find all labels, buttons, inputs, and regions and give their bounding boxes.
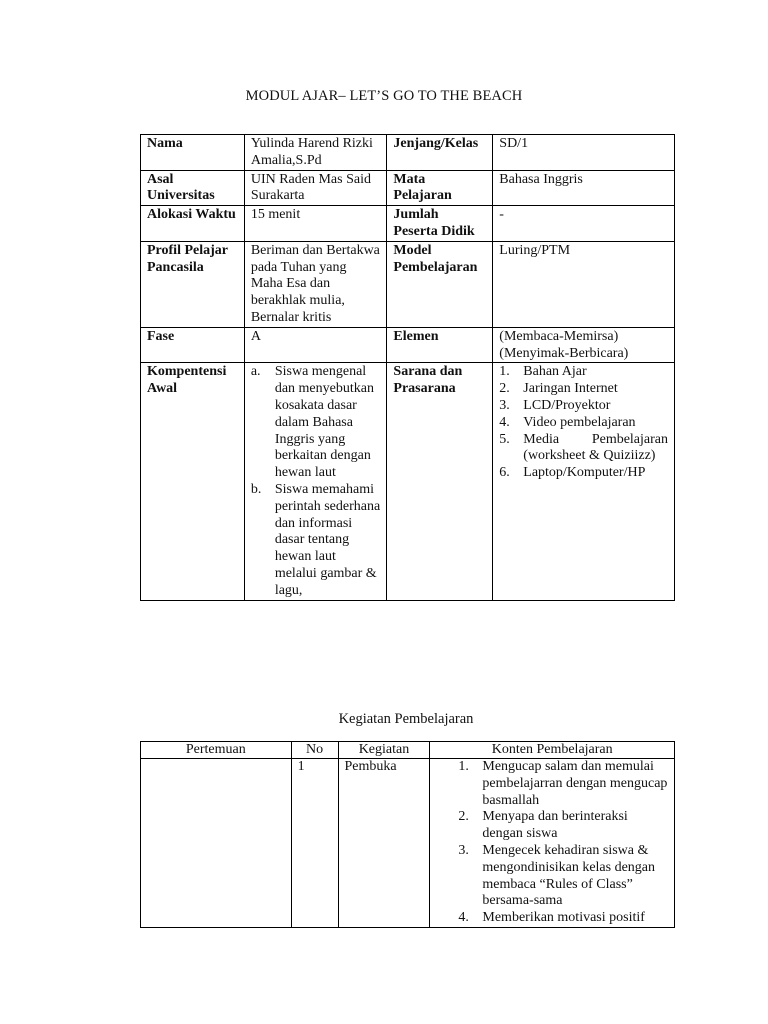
list-item <box>499 465 668 482</box>
info-table <box>140 134 675 601</box>
list-marker: b. <box>250 481 262 497</box>
document-title: MODUL AJAR– LET’S GO TO THE BEACH <box>245 88 523 104</box>
model-value: Luring/PTM <box>493 241 675 327</box>
kegiatan-cell: Pembuka <box>338 759 430 928</box>
mapel-label: Mata Pelajaran <box>387 170 493 206</box>
asal-value: UIN Raden Mas Said Surakarta <box>244 170 387 206</box>
kegiatan-title: Kegiatan Pembelajaran <box>338 711 474 727</box>
fase-value: A <box>244 327 387 363</box>
no-cell: 1 <box>291 759 338 928</box>
list-marker: 2. <box>499 381 510 397</box>
asal-label: Asal Universitas <box>141 170 245 206</box>
mapel-value: Bahasa Inggris <box>493 170 675 206</box>
konten-list <box>436 759 670 927</box>
table-row <box>141 759 675 928</box>
list-item-text: Media Pembelajaran (worksheet & Quiziizz) <box>523 431 668 464</box>
list-item <box>499 415 668 432</box>
header-konten: Konten Pembelajaran <box>430 742 675 759</box>
list-item-text: Siswa memahami perintah sederhana dan informasi dasar tentang hewan laut melalui gambar & lagu, <box>274 481 381 598</box>
nama-value: Yulinda Harend Rizki Amalia,S.Pd <box>244 135 387 171</box>
list-item-text: Memberikan motivasi positif <box>482 910 645 926</box>
list-item <box>436 843 670 910</box>
list-marker: 5. <box>499 431 510 447</box>
model-label: Model Pembelajaran <box>387 241 493 327</box>
list-item-text: Video pembelajaran <box>523 414 636 430</box>
list-item-text: Menyapa dan berinteraksi dengan siswa <box>482 809 628 842</box>
kompetensi-cell <box>244 363 387 600</box>
elemen-value-2: (Menyimak-Berbicara) <box>499 345 629 361</box>
profil-label: Profil Pelajar Pancasila <box>141 241 245 327</box>
list-marker: 2. <box>458 809 469 825</box>
list-item-text: Laptop/Komputer/HP <box>523 465 646 481</box>
kegiatan-table <box>140 741 675 928</box>
elemen-value-1: (Membaca-Memirsa) <box>499 328 619 344</box>
table-row <box>141 206 675 242</box>
list-item <box>436 809 670 843</box>
list-item <box>499 381 668 398</box>
fase-label: Fase <box>141 327 245 363</box>
pertemuan-cell <box>141 759 292 928</box>
table-header-row <box>141 742 675 759</box>
table-row <box>141 241 675 327</box>
jumlah-label: Jumlah Peserta Didik <box>387 206 493 242</box>
list-item-text: Mengecek kehadiran siswa & mengondinisikan kelas dengan membaca “Rules of Class” bersama-sama <box>482 842 656 909</box>
list-item <box>251 364 381 482</box>
jenjang-label: Jenjang/Kelas <box>387 135 493 171</box>
profil-value: Beriman dan Bertakwa pada Tuhan yang Maha Esa dan berakhlak mulia, Bernalar kritis <box>244 241 387 327</box>
elemen-label: Elemen <box>387 327 493 363</box>
sarana-cell <box>493 363 675 600</box>
list-item <box>499 398 668 415</box>
header-kegiatan: Kegiatan <box>338 742 430 759</box>
header-no: No <box>291 742 338 759</box>
list-marker: 3. <box>499 397 510 413</box>
header-pertemuan: Pertemuan <box>141 742 292 759</box>
sarana-label: Sarana dan Prasarana <box>387 363 493 600</box>
sarana-list <box>499 364 668 482</box>
jumlah-value: - <box>493 206 675 242</box>
table-row <box>141 170 675 206</box>
list-marker: 6. <box>499 465 510 481</box>
list-marker: 4. <box>458 910 469 926</box>
table-row <box>141 327 675 363</box>
list-item <box>499 364 668 381</box>
list-item <box>499 432 668 466</box>
kompetensi-label: Kompentensi Awal <box>141 363 245 600</box>
list-marker: 1. <box>499 364 510 380</box>
list-marker: 4. <box>499 414 510 430</box>
list-item-text: Bahan Ajar <box>523 364 587 380</box>
kompetensi-list <box>251 364 381 599</box>
list-item-text: LCD/Proyektor <box>523 397 611 413</box>
konten-cell <box>430 759 675 928</box>
list-item <box>436 910 670 927</box>
nama-label: Nama <box>141 135 245 171</box>
table-row <box>141 135 675 171</box>
list-item-text: Mengucap salam dan memulai pembelajarran dengan mengucap basmallah <box>482 759 668 808</box>
list-marker: 1. <box>458 759 469 774</box>
elemen-cell <box>493 327 675 363</box>
list-marker: a. <box>250 364 261 380</box>
list-marker: 3. <box>458 842 469 858</box>
alokasi-label: Alokasi Waktu <box>141 206 245 242</box>
alokasi-value: 15 menit <box>244 206 387 242</box>
list-item-text: Siswa mengenal dan menyebutkan kosakata dasar dalam Bahasa Inggris yang berkaitan dengan hewan laut <box>274 364 374 481</box>
list-item <box>436 759 670 809</box>
list-item <box>251 482 381 600</box>
jenjang-value: SD/1 <box>493 135 675 171</box>
table-row <box>141 363 675 600</box>
list-item-text: Jaringan Internet <box>523 381 618 397</box>
